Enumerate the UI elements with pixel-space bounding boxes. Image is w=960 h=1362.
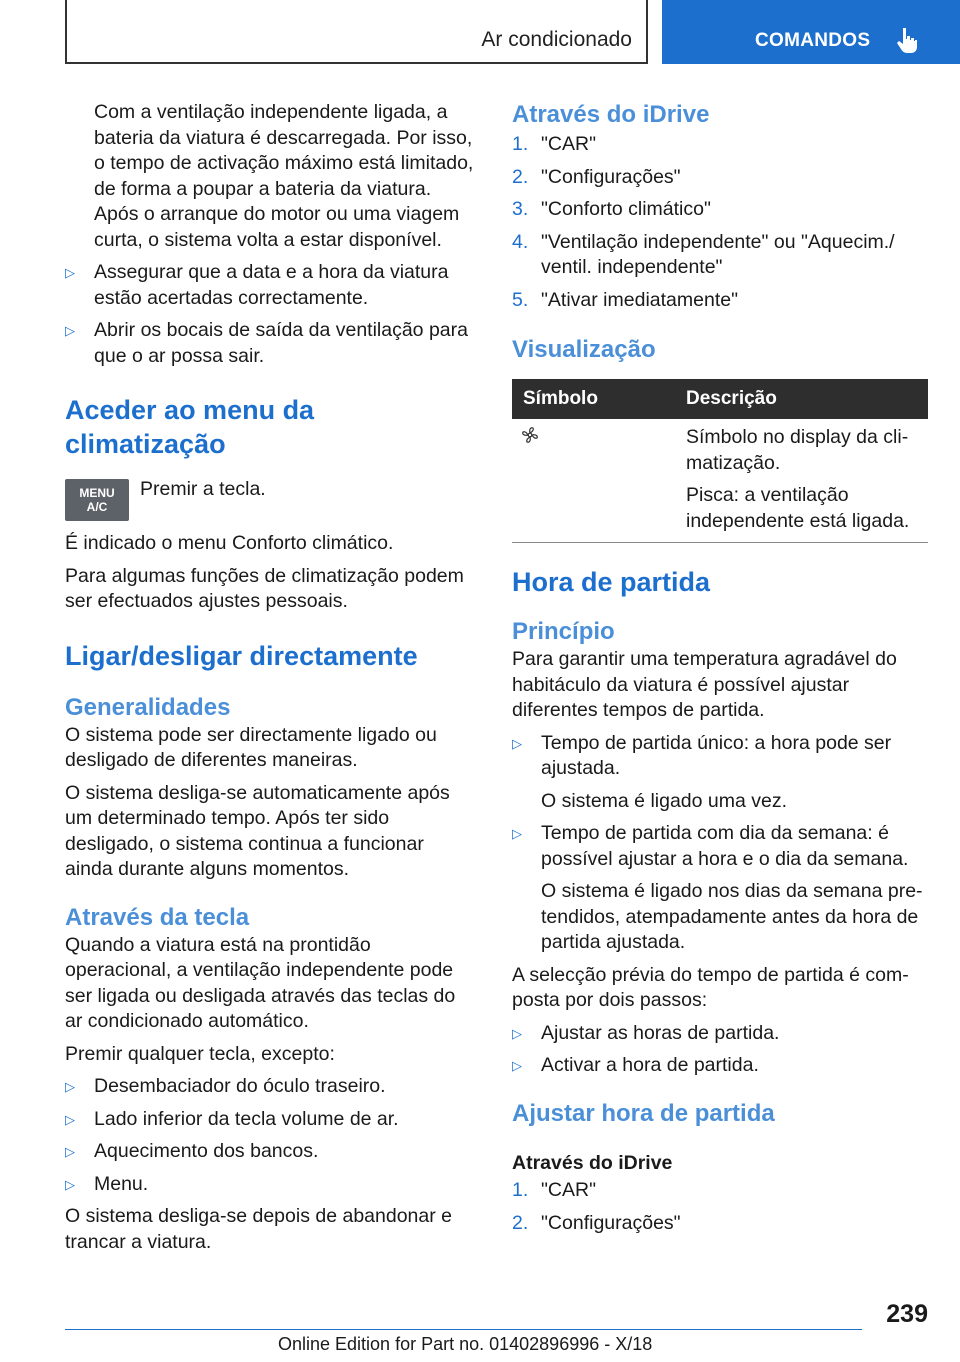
list-item: 5. "Ativar imediatamente" bbox=[512, 288, 739, 311]
triangle-bullet-icon: ▷ bbox=[65, 1144, 75, 1159]
list-item: ▷ Tempo de partida único: a hora pode ser ajustada. bbox=[512, 731, 928, 782]
paragraph: É indicado o menu Conforto climático. bbox=[65, 532, 394, 554]
heading-departure: Hora de partida bbox=[512, 567, 711, 597]
list-item: ▷ Ajustar as horas de partida. bbox=[512, 1021, 928, 1047]
header-section-title: Ar condicionado bbox=[481, 28, 632, 51]
triangle-bullet-icon: ▷ bbox=[65, 1176, 75, 1192]
list-item: 1. "CAR" bbox=[512, 133, 597, 155]
paragraph: O sistema desliga-se depois de abandonar e trancar a viatura. bbox=[65, 1205, 452, 1253]
list-item: 2. "Configurações" bbox=[512, 165, 681, 188]
list-item: ▷ Tempo de partida com dia da semana: é possível ajustar a hora e o dia da semana. bbox=[512, 821, 928, 872]
list-item: 2. "Configurações" bbox=[512, 1211, 681, 1234]
menu-instruction: Premir a tecla. bbox=[140, 478, 266, 500]
list-item: ▷ Lado inferior da tecla volume de ar. bbox=[65, 1107, 475, 1133]
paragraph: O sistema pode ser directamente ligado ou desligado de diferentes maneiras. bbox=[65, 723, 437, 771]
list-item: ▷ Desembaciador do óculo traseiro. bbox=[65, 1074, 475, 1100]
heading-direct: Ligar/desligar directamente bbox=[65, 640, 418, 671]
heading-principle: Princípio bbox=[512, 618, 615, 645]
triangle-bullet-icon: ▷ bbox=[65, 265, 75, 280]
list-item: ▷ Activar a hora de partida. bbox=[512, 1053, 928, 1079]
table-header-symbol: Símbolo bbox=[512, 379, 686, 419]
list-item: 1. "CAR" bbox=[512, 1179, 597, 1201]
table-row bbox=[512, 419, 928, 543]
list-item: ▷ Assegurar que a data e a hora da viatura estão acertadas correctamente. bbox=[65, 260, 475, 311]
heading-idrive: Através do iDrive bbox=[512, 101, 710, 128]
page-number: 239 bbox=[886, 1300, 928, 1328]
triangle-bullet-icon: ▷ bbox=[512, 1025, 522, 1041]
fan-icon bbox=[520, 425, 540, 445]
triangle-bullet-icon: ▷ bbox=[65, 1111, 75, 1127]
list-item: 3. "Conforto climático" bbox=[512, 198, 711, 220]
hand-pointer-icon bbox=[896, 27, 918, 53]
list-item: ▷ Aquecimento dos bancos. bbox=[65, 1139, 475, 1165]
triangle-bullet-icon: ▷ bbox=[512, 1058, 522, 1073]
paragraph: A selecção prévia do tempo de partida é composta por dois passos: bbox=[512, 963, 909, 1011]
left-column bbox=[65, 100, 475, 1255]
paragraph: Para algumas funções de climatização podem ser efectuados ajustes pessoais. bbox=[65, 564, 464, 612]
triangle-bullet-icon: ▷ bbox=[512, 735, 522, 751]
table-cell-description: Símbolo no display da climatização. Pisca: a ventilação independente está ligada. bbox=[686, 419, 928, 543]
table-cell-symbol bbox=[512, 419, 686, 543]
heading-adjust: Ajustar hora de partida bbox=[512, 1099, 775, 1127]
menu-key-row bbox=[65, 479, 475, 521]
triangle-bullet-icon: ▷ bbox=[512, 826, 522, 841]
footer-divider bbox=[65, 1329, 862, 1330]
table-header-row bbox=[512, 379, 928, 419]
triangle-bullet-icon: ▷ bbox=[65, 1079, 75, 1094]
heading-menu: Aceder ao menu da climatização bbox=[65, 395, 315, 459]
symbol-table bbox=[512, 379, 928, 543]
list-item: ▷ Abrir os bocais de saída da ventilação para que o ar possa sair. bbox=[65, 318, 475, 369]
paragraph: Premir qualquer tecla, excepto: bbox=[65, 1042, 335, 1065]
header-chapter-title: COMANDOS bbox=[755, 30, 871, 51]
heading-key: Através da tecla bbox=[65, 903, 250, 931]
heading-general: Generalidades bbox=[65, 693, 231, 721]
right-column bbox=[512, 100, 928, 1236]
list-item: ▷ Menu. bbox=[65, 1172, 475, 1198]
header-chapter-tab bbox=[662, 0, 960, 64]
intro-paragraph: Com a ventilação independente ligada, a bateria da viatura é descarregada. Por isso, o tempo de activação máximo está limitado, de forma a poupar a bateria da viatura. Após o arranque do motor ou uma viagem curta, o sistema volta a estar disponível. bbox=[94, 101, 474, 251]
triangle-bullet-icon: ▷ bbox=[65, 323, 75, 338]
paragraph: Para garantir uma temperatura agradável do habitáculo da viatura é possível ajustar diferentes tempos de partida. bbox=[512, 648, 897, 721]
paragraph: Quando a viatura está na prontidão operacional, a ventilação independente pode ser ligada ou desligada através das teclas do ar condicionado automático. bbox=[65, 933, 456, 1032]
paragraph: O sistema é ligado uma vez. bbox=[541, 789, 788, 812]
table-header-description: Descrição bbox=[686, 379, 928, 419]
menu-ac-key-icon: MENU A/C bbox=[65, 479, 129, 521]
footer-edition: Online Edition for Part no. 01402896996 - X/18 bbox=[278, 1334, 653, 1354]
list-item: 4. "Ventilação independente" ou "Aquecim./ ventil. independente" bbox=[512, 230, 895, 278]
paragraph: O sistema desliga-se automaticamente após um determinado tempo. Após ter sido desligado, o sistema continua a funcionar ainda durante alguns momentos. bbox=[65, 781, 450, 880]
header-section-box bbox=[65, 0, 648, 64]
heading-display: Visualização bbox=[512, 336, 656, 363]
paragraph: O sistema é ligado nos dias da semana pretendidos, atempadamente antes da hora de partida ajustada. bbox=[541, 880, 923, 953]
subheading-idrive: Através do iDrive bbox=[512, 1151, 673, 1174]
